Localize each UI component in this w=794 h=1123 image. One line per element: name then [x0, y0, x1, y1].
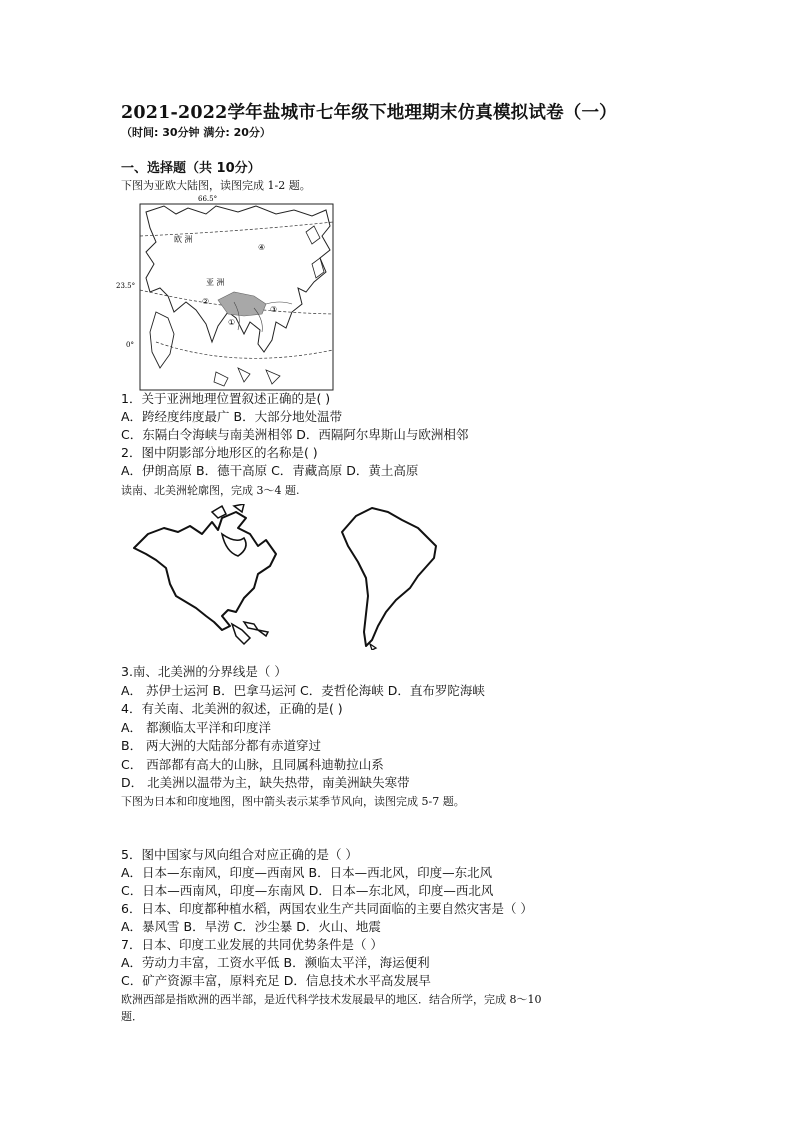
asia-label: 亚 洲 [206, 278, 225, 287]
intro-q3-4: 读南、北美洲轮廓图，完成 3～4 题. [121, 484, 300, 497]
hudson-bay-outline [222, 534, 246, 556]
question-4-option-d: D． 北美洲以温带为主，缺失热带，南美洲缺失寒带 [121, 775, 410, 790]
north-america-outline [134, 512, 276, 630]
shaded-plateau-region [218, 292, 266, 316]
question-7-stem: 7．日本、印度工业发展的共同优势条件是（ ） [121, 937, 383, 952]
question-1-stem: 1．关于亚洲地理位置叙述正确的是( ) [121, 391, 331, 406]
question-5-stem: 5．图中国家与风向组合对应正确的是（ ） [121, 847, 358, 862]
question-5-options-cd: C．日本—西南风，印度—东南风 D．日本—东北风，印度—西北风 [121, 883, 494, 898]
question-4-option-b: B． 两大洲的大陆部分都有赤道穿过 [121, 738, 322, 753]
intro-q1-2: 下图为亚欧大陆图，读图完成 1-2 题。 [121, 179, 311, 192]
section-heading: 一、选择题（共 10分） [121, 161, 261, 176]
marker-1-label: ① [228, 318, 236, 327]
exam-info: （时间: 30分钟 满分: 20分） [121, 126, 271, 139]
question-7-options-ab: A．劳动力丰富，工资水平低 B．濒临太平洋，海运便利 [121, 955, 430, 970]
question-2-options: A．伊朗高原 B．德干高原 C．青藏高原 D．黄土高原 [121, 463, 419, 478]
tierra-del-fuego [370, 644, 376, 650]
caribbean-islands [244, 622, 268, 636]
question-3-stem: 3.南、北美洲的分界线是（ ） [121, 664, 287, 679]
intro-q8-10-line1: 欧洲西部是指欧洲的西半部，是近代科学技术发展最早的地区．结合所学，完成 8～10 [121, 993, 542, 1006]
equator-line [156, 342, 333, 358]
page-title: 2021-2022学年盐城市七年级下地理期末仿真模拟试卷（一） [121, 103, 617, 123]
marker-2-label: ② [202, 297, 210, 306]
question-7-options-cd: C．矿产资源丰富，原料充足 D．信息技术水平高发展早 [121, 973, 431, 988]
question-5-options-ab: A．日本—东南风，印度—西南风 B．日本—西北风，印度—东北风 [121, 865, 493, 880]
question-6-stem: 6．日本、印度都种植水稻，两国农业生产共同面临的主要自然灾害是（ ） [121, 901, 533, 916]
arctic-circle-line [140, 222, 333, 236]
east-islands [306, 226, 324, 278]
eurasia-coastline [146, 206, 330, 352]
question-4-stem: 4．有关南、北美洲的叙述，正确的是( ) [121, 701, 343, 716]
question-3-options: A． 苏伊士运河 B．巴拿马运河 C．麦哲伦海峡 D．直布罗陀海峡 [121, 683, 485, 698]
latitude-0-label: 0° [126, 341, 134, 349]
latitude-66-5-label: 66.5° [198, 195, 218, 203]
island-outlines [214, 368, 280, 386]
south-america-map [336, 506, 446, 650]
question-4-option-c: C． 西部都有高大的山脉，且同属科迪勒拉山系 [121, 757, 384, 772]
question-4-option-a: A． 都濒临太平洋和印度洋 [121, 720, 272, 735]
africa-outline [150, 312, 174, 368]
question-6-options: A．暴风雪 B．旱涝 C．沙尘暴 D．火山、地震 [121, 919, 381, 934]
question-2-stem: 2．图中阴影部分地形区的名称是( ) [121, 445, 318, 460]
question-1-options-cd: C．东隔白令海峡与南美洲相邻 D．西隔阿尔卑斯山与欧洲相邻 [121, 427, 469, 442]
intro-q5-7: 下图为日本和印度地图，图中箭头表示某季节风向，读图完成 5-7 题。 [121, 795, 465, 808]
marker-4-label: ④ [258, 243, 266, 252]
europe-label: 欧 洲 [174, 235, 193, 244]
question-1-options-ab: A．跨经度纬度最广 B．大部分地处温带 [121, 409, 343, 424]
eurasia-map [116, 192, 338, 392]
marker-3-label: ③ [270, 305, 278, 314]
intro-q8-10-line2: 题． [121, 1010, 143, 1023]
north-america-map [126, 504, 286, 656]
latitude-23-5-label: 23.5° [116, 282, 136, 290]
south-america-outline [342, 508, 436, 646]
